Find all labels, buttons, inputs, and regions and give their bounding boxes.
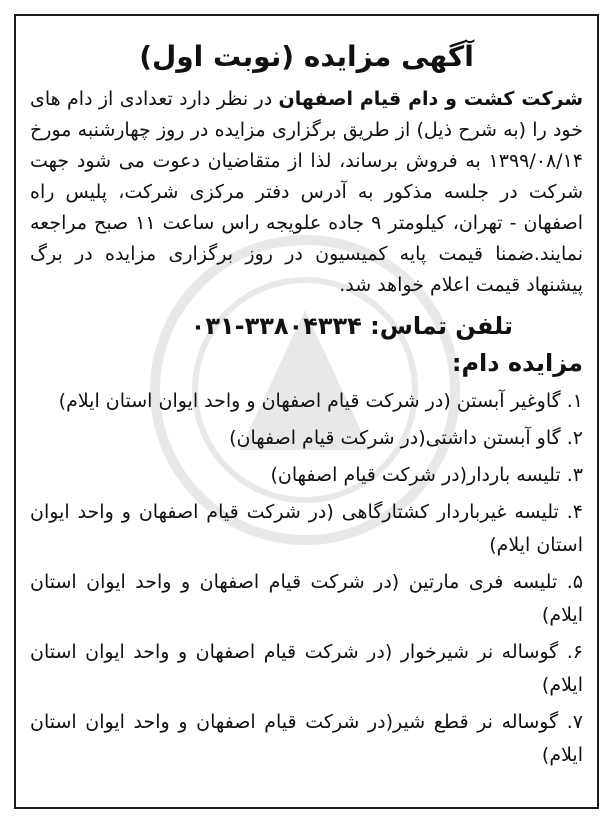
contact-phone <box>30 307 583 345</box>
phone-number: ۰۳۱-۳۳۸۰۴۳۳۴ <box>190 312 362 340</box>
list-item: ۶. گوساله نر شیرخوار (در شرکت قیام اصفهان و واحد ایوان استان ایلام) <box>30 641 583 696</box>
auction-items-list <box>30 385 583 772</box>
list-item: ۷. گوساله نر قطع شیر(در شرکت قیام اصفهان و واحد ایوان استان ایلام) <box>30 711 583 766</box>
notice-intro-text: در نظر دارد تعدادی از دام های خود را (به شرح ذیل) از طریق برگزاری مزایده در روز چهارشنبه مورخ ۱۳۹۹/۰۸/۱۴ به فروش برساند، لذا از متقاضیان دعوت می شود جهت شرکت در جلسه مذکور به آدرس دفتر مرکزی شرکت، پلیس راه اصفهان - تهران، کیلومتر ۹ جاده علویجه راس ساعت ۱۱ صبح مراجعه نمایند.ضمنا قیمت پایه کمیسیون در روز برگزاری مزایده در برگ پیشنهاد قیمت اعلام خواهد شد. <box>30 88 583 296</box>
list-item: ۳. تلیسه باردار(در شرکت قیام اصفهان) <box>270 464 583 486</box>
company-name: شرکت کشت و دام قیام اصفهان <box>278 88 584 110</box>
notice-content <box>30 36 583 776</box>
list-item: ۵. تلیسه فری مارتین (در شرکت قیام اصفهان و واحد ایوان استان ایلام) <box>30 571 583 626</box>
auction-section-title: مزایده دام: <box>451 349 583 377</box>
phone-label: تلفن تماس: <box>370 312 513 340</box>
list-item: ۲. گاو آبستن داشتی(در شرکت قیام اصفهان) <box>229 427 583 449</box>
notice-body <box>30 84 583 301</box>
list-item: ۱. گاوغیر آبستن (در شرکت قیام اصفهان و واحد ایوان استان ایلام) <box>58 390 583 412</box>
notice-title: آگهی مزایده (نوبت اول) <box>139 40 474 73</box>
list-item: ۴. تلیسه غیرباردار کشتارگاهی (در شرکت قیام اصفهان و واحد ایوان استان ایلام) <box>30 501 583 556</box>
